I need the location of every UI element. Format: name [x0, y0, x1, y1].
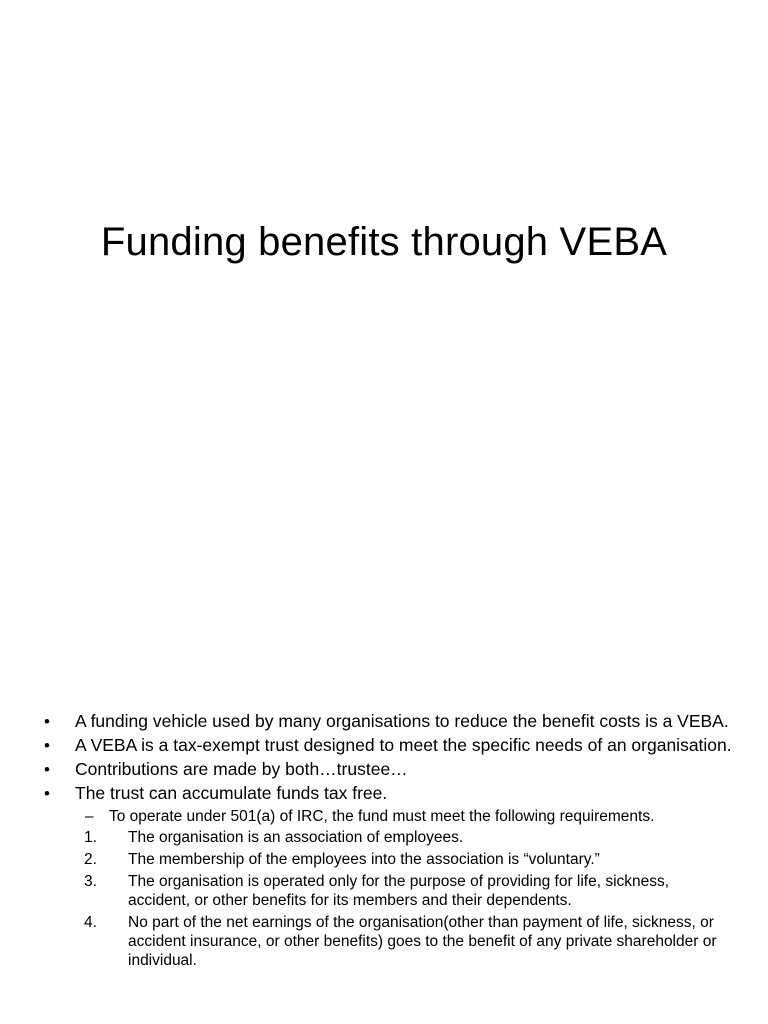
requirement-item — [44, 913, 734, 970]
requirement-number: 2. — [84, 851, 97, 868]
bullet-marker: • — [44, 760, 50, 779]
requirement-number: 4. — [84, 914, 97, 931]
requirement-text: No part of the net earnings of the organisation(other than payment of life, sickness, or accident insurance, or other benefits) goes to the benefit of any private shareholder or individual. — [128, 914, 717, 969]
requirement-text: The organisation is an association of employees. — [128, 829, 464, 846]
bullet-item — [44, 759, 734, 780]
sub-bullet-text: To operate under 501(a) of IRC, the fund must meet the following requirements. — [109, 808, 655, 825]
requirement-text: The organisation is operated only for the purpose of providing for life, sickness, accident, or other benefits for its members and their dependents. — [128, 873, 670, 909]
slide-title: Funding benefits through VEBA — [100, 220, 668, 264]
bullet-marker: • — [44, 784, 50, 803]
requirement-text: The membership of the employees into the association is “voluntary.” — [128, 851, 600, 868]
bullet-text: The trust can accumulate funds tax free. — [75, 783, 388, 803]
sub-bullet-marker: – — [85, 808, 94, 825]
bullet-item — [44, 783, 734, 804]
bullet-marker: • — [44, 712, 50, 731]
requirement-item — [44, 828, 734, 847]
sub-bullet-item — [44, 807, 734, 826]
requirement-item — [44, 850, 734, 869]
bullet-list — [44, 711, 734, 973]
bullet-item — [44, 735, 734, 756]
requirement-item — [44, 872, 734, 910]
bullet-item — [44, 711, 734, 732]
bullet-text: A VEBA is a tax-exempt trust designed to meet the specific needs of an organisation. — [75, 735, 732, 755]
requirement-number: 1. — [84, 829, 97, 846]
requirement-number: 3. — [84, 873, 97, 890]
bullet-marker: • — [44, 736, 50, 755]
bullet-text: A funding vehicle used by many organisations to reduce the benefit costs is a VEBA. — [75, 711, 729, 731]
bullet-text: Contributions are made by both…trustee… — [75, 759, 408, 779]
